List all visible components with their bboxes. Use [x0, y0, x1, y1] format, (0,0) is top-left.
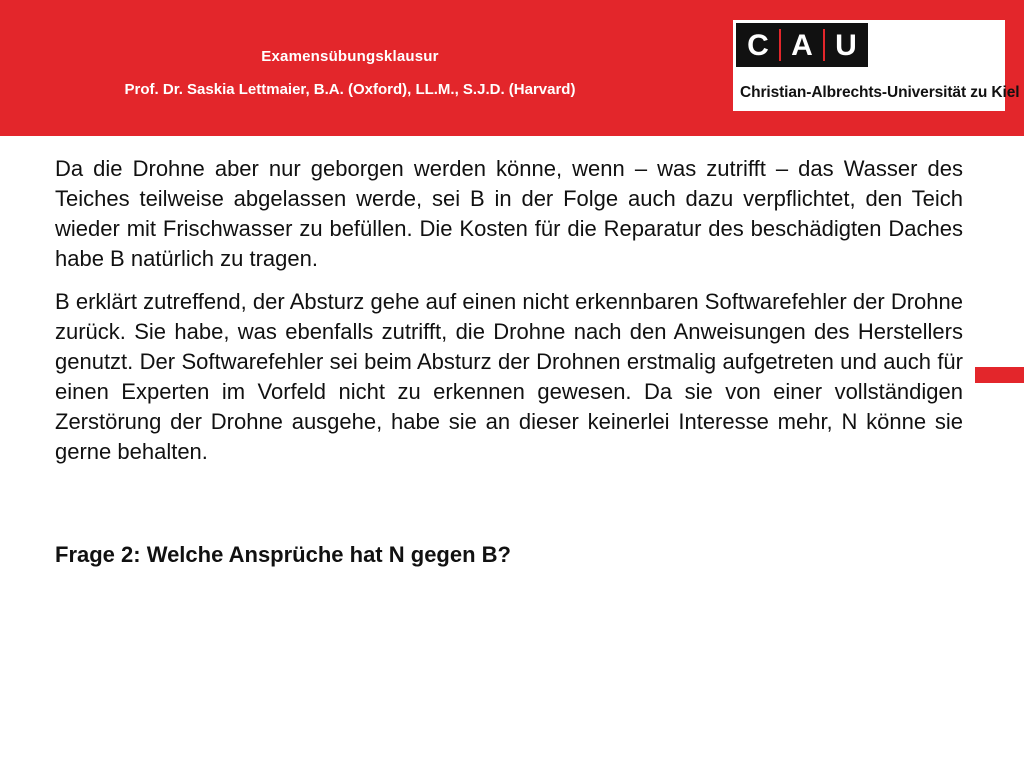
logo-letter-block: [736, 23, 868, 67]
paragraph: Da die Drohne aber nur geborgen werden könne, wenn – was zutrifft – das Wasser des Teiches teilweise abgelassen werde, sei B in der Folge auch dazu verpflichtet, den Teich wieder mit Frischwasser zu befüllen. Die Kosten für die Reparatur des beschädigten Daches habe B natürlich zu tragen.: [55, 156, 963, 271]
university-logo: [733, 20, 1020, 111]
header-title: Examensübungsklausur: [261, 48, 439, 65]
side-accent-bar: [975, 367, 1024, 383]
logo-letter-c: C: [747, 29, 769, 62]
logo-letter-u: U: [835, 29, 857, 62]
main-content: [55, 154, 963, 480]
header-banner: [0, 0, 1024, 136]
header-subtitle: Prof. Dr. Saskia Lettmaier, B.A. (Oxford), LL.M., S.J.D. (Harvard): [124, 81, 576, 98]
logo-caption: Christian-Albrechts-Universität zu Kiel: [740, 84, 1020, 101]
paragraph: B erklärt zutreffend, der Absturz gehe auf einen nicht erkennbaren Softwarefehler der Drohne zurück. Sie habe, was ebenfalls zutrifft, die Drohne nach den Anweisungen des Herstellers genutzt. Der Softwarefehler sei beim Absturz der Drohnen erstmalig aufgetreten und auch für einen Experten im Vorfeld nicht zu erkennen gewesen. Da sie von einer vollständigen Zerstörung der Drohne ausgehe, habe sie an dieser keinerlei Interesse mehr, N könne sie gerne behalten.: [55, 289, 963, 464]
logo-letter-a: A: [791, 29, 813, 62]
question-heading: Frage 2: Welche Ansprüche hat N gegen B?: [55, 542, 511, 567]
